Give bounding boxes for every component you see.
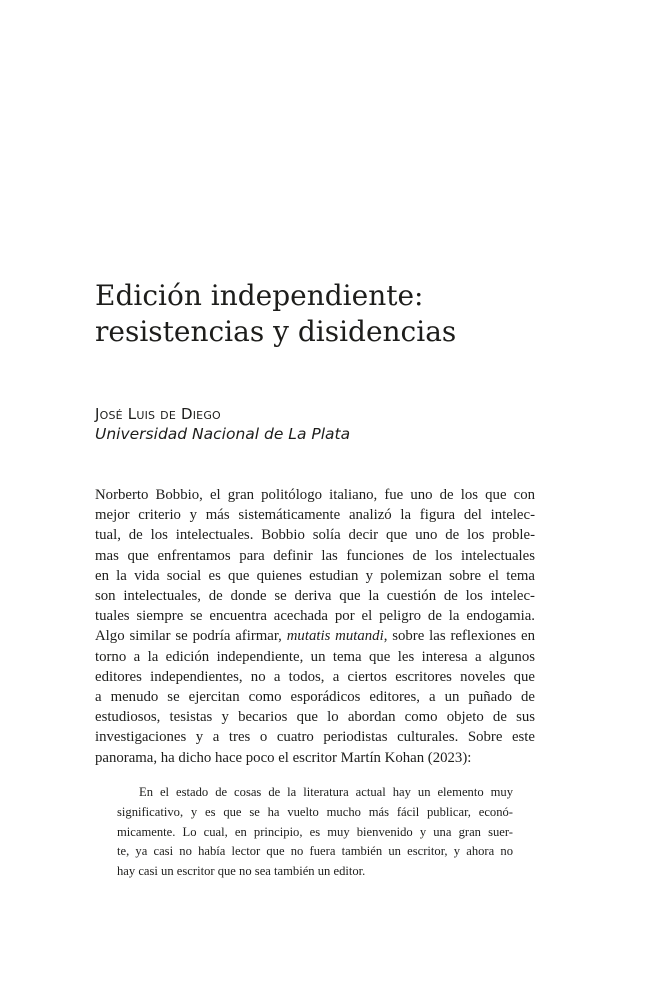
block-quote — [117, 783, 513, 882]
body-line-8 — [95, 626, 535, 646]
quote-line-4: te, ya casi no había lector que no fuera también un escritor, y ahora no — [117, 844, 513, 859]
body-line-3: tual, de los intelectuales. Bobbio solía decir que uno de los proble- — [95, 527, 535, 544]
body-line-10: editores independientes, no a todos, a ciertos escritores noveles que — [95, 668, 535, 685]
body-line-4: mas que enfrentamos para definir las funciones de los intelectuales — [95, 547, 535, 564]
author-block — [95, 404, 565, 444]
body-line-13: investigaciones y a tres o cuatro periodistas culturales. Sobre este — [95, 729, 535, 746]
body-line-12: estudiosos, tesistas y becarios que lo abordan como objeto de sus — [95, 709, 535, 726]
chapter-title-line-1: Edición independiente: — [95, 279, 424, 312]
quote-line-5: hay casi un escritor que no sea también un editor. — [117, 864, 366, 879]
body-line-1: Norberto Bobbio, el gran politólogo italiano, fue uno de los que con — [95, 487, 535, 503]
chapter-title-line-2: resistencias y disidencias — [95, 315, 457, 348]
body-line-9: torno a la edición independiente, un tema que les interesa a algunos — [95, 648, 535, 665]
quote-line-3: micamente. Lo cual, en principio, es muy bienvenido y una gran suer- — [117, 824, 513, 839]
body-line-7: tuales siempre se encuentra acechada por el peligro de la endogamia. — [95, 608, 535, 625]
body-line-14: panorama, ha dicho hace poco el escritor Martín Kohan (2023): — [95, 749, 472, 766]
author-name: José Luis de Diego — [95, 405, 221, 423]
body-line-6: son intelectuales, de donde se deriva que la cuestión de los intelec- — [95, 588, 535, 605]
body-paragraph — [95, 485, 535, 768]
body-line-11: a menudo se ejercitan como esporádicos editores, a un puñado de — [95, 689, 535, 706]
body-line-8-end: , sobre las reflexiones en — [383, 628, 535, 645]
author-affiliation: Universidad Nacional de La Plata — [95, 425, 351, 443]
body-line-2: mejor criterio y más sistemáticamente analizó la figura del intelec- — [95, 507, 535, 524]
quote-line-2: significativo, y es que se ha vuelto mucho más fácil publicar, econó- — [117, 804, 513, 819]
quote-line-1: En el estado de cosas de la literatura actual hay un elemento muy — [139, 785, 513, 799]
body-line-8-start: Algo similar se podría afirmar, — [95, 628, 287, 645]
body-line-5: en la vida social es que quienes estudian y polemizan sobre el tema — [95, 567, 535, 584]
chapter-title — [95, 278, 565, 350]
latin-phrase: mutatis mutandi — [286, 628, 384, 645]
